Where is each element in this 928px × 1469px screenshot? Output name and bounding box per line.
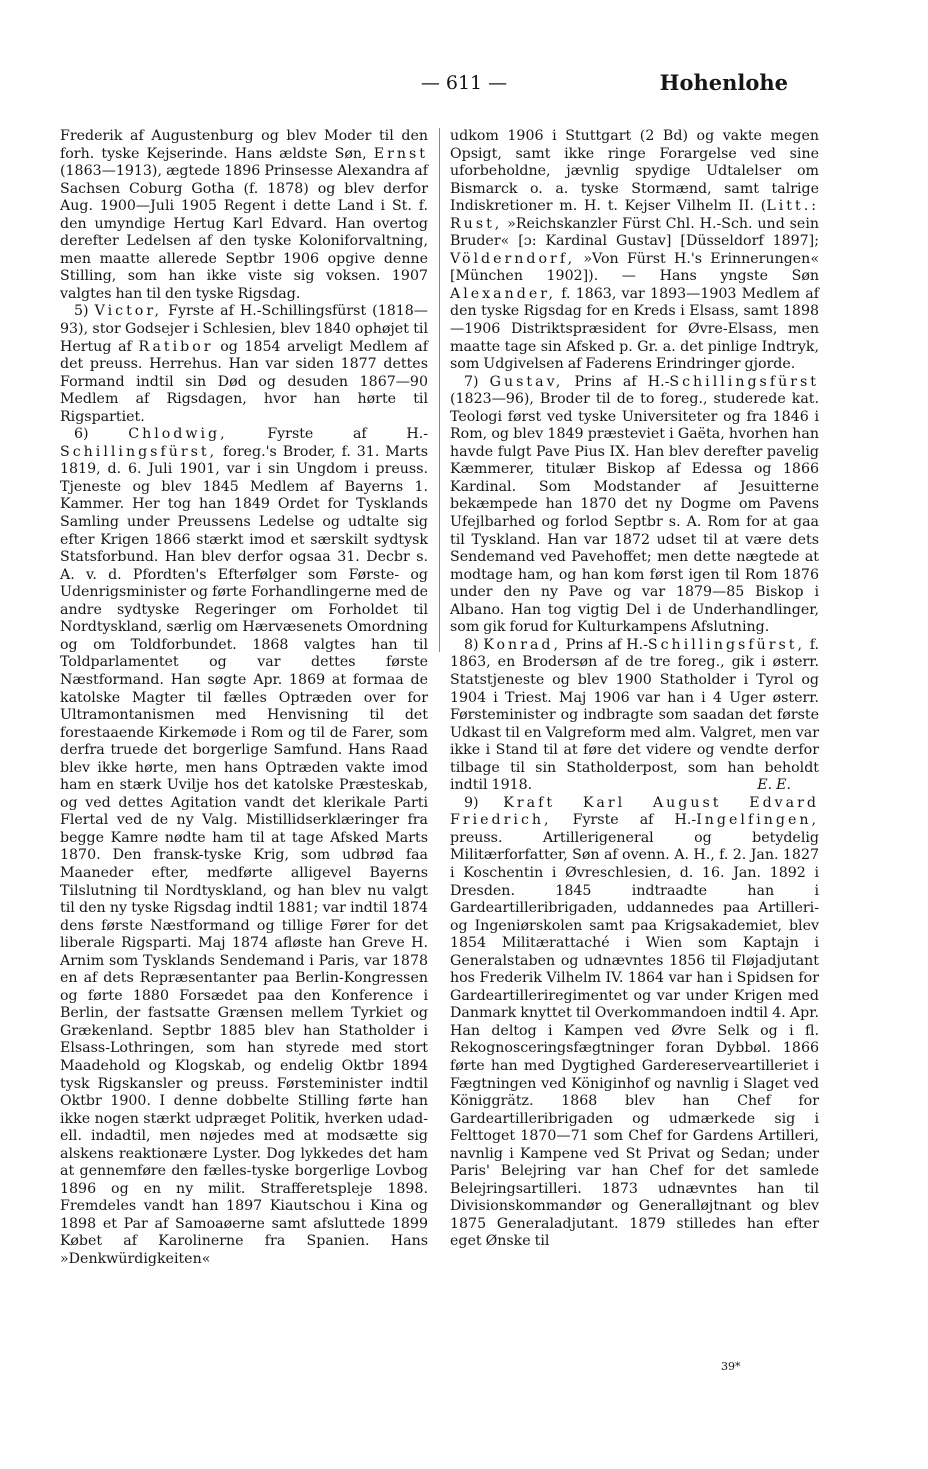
person-name: Ratibor <box>138 338 214 355</box>
person-name: Chlodwig, <box>128 426 228 443</box>
entry-paragraph: 8) Konrad, Prins af H.-Schillingsfürst, f. 1863, en Brodersøn af de tre foreg., gik i østerr. Statstjeneste og blev 1900 Statholder i Tyrol og 1904 i Triest. Maj 1906 var han i 4 Uger østerr. Førsteminister og indbragte som saadan det første Udkast til en Valgreform med alm. Valgret, men var ikke i Stand til at føre det videre og vendte derfor tilbage til sin Statholderpost, som han beholdt indtil 1918. <box>450 636 820 794</box>
person-name: Ingelfingen, <box>696 812 819 829</box>
left-column <box>60 128 428 1269</box>
entry-paragraph: 6) Chlodwig, Fyrste af H.-Schillingsfürst, foreg.'s Broder, f. 31. Marts 1819, d. 6. Juli 1901, var i sin Ungdom i preuss. Tjeneste og blev 1845 Medlem af Bayerns 1. Kammer. Her tog han 1849 Ordet for Tysklands Samling under Preussens Ledelse og udtalte sig efter Krigen 1866 stærkt imod et særskilt sydtysk Statsforbund. Han blev derfor ogsaa 31. Decbr s. A. v. d. Pfordten's Efterfølger som Første- og Udenrigsminister og førte Forhandlingerne med de andre sydtyske Regeringer om Forholdet til Nordtyskland, særlig om Hærvæsenets Omordning og om Toldforbundet. 1868 valgtes han til Toldparlamentet og var dettes første Næstformand. Han søgte Apr. 1869 at formaa de katolske Magter til fælles Optræden over for Ultramontanismen med Henvisning til det forestaaende Kirkemøde i Rom og til de Farer, som derfra truede det borgerlige Samfund. Hans Raad blev ikke hørte, men hans Optræden vakte imod ham en stærk Uvilje hos det katolske Præsteskab, og ved dettes Agitation vandt det klerikale Parti Flertal ved de ny Valg. Mistillidserklæringer fra begge Kamre nødte ham til at tage Afsked Marts 1870. Den fransk-tyske Krig, som udbrød faa Maaneder efter, medførte alligevel Bayerns Tilslutning til Nordtyskland, og han blev nu valgt til den ny tyske Rigsdag indtil 1881; var indtil 1874 dens første Næstformand og tillige Fører for det liberale Rigsparti. Maj 1874 afløste han Greve H. Arnim som Tysklands Sendemand i Paris, var 1878 en af dets Repræsentanter paa Berlin-Kongressen og førte 1880 Forsædet paa den Konference i Berlin, der fastsatte Grænsen mellem Tyrkiet og Grækenland. Septbr 1885 blev han Statholder i Elsass-Lothringen, som han styrede med stort Maadehold og Klogskab, og endelig Oktbr 1894 tysk Rigskansler og preuss. Førsteminister indtil Oktbr 1900. I denne dobbelte Stilling førte han ikke nogen stærkt udpræget Politik, hverken udad- ell. indadtil, men nøjedes med at modsætte sig alskens reaktionære Lyster. Dog lykkedes det ham at gennemføre den fælles-tyske borgerlige Lovbog 1896 og en ny milit. Strafferetspleje 1898. Fremdeles vandt han 1897 Kiautschou i Kina og 1898 et Par af Samoaøerne samt afsluttede 1899 Købet af Karolinerne fra Spanien. Hans »Denkwürdigkeiten« <box>60 426 429 1267</box>
entry-paragraph: 7) Gustav, Prins af H.-Schillingsfürst (1823—96), Broder til de to foreg., studerede kat. Teologi først ved tyske Universiteter og fra 1846 i Rom, og blev 1849 præsteviet i Gaëta, hvorhen han havde fulgt Pave Pius IX. Han blev derefter pavelig Kæmmerer, titulær Biskop af Edessa og 1866 Kardinal. Som Modstander af Jesuitterne bekæmpede han 1870 det ny Dogme om Pavens Ufejlbarhed og forlod Septbr s. A. Rom for at gaa til Tyskland. Han var 1872 udset til at være dets Sendemand ved Pavehoffet; men dette nægtede at modtage ham, og han kom først igen til Rom 1876 under den ny Pave og var 1879—85 Biskop i Albano. Han tog vigtig Del i de Underhandlinger, som gik forud for Kulturkampens Afslutning. <box>450 373 819 636</box>
person-name: Schillingsfürst <box>669 373 819 390</box>
entry-paragraph: 9) Kraft Karl August Edvard Friedrich, Fyrste af H.-Ingelfingen, preuss. Artillerigeneral og betydelig Militærforfatter, Søn af ovenn. A. H., f. 2. Jan. 1827 i Koschentin i Øvreschlesien, d. 16. Jan. 1892 i Dresden. 1845 indtraadte han i Gardeartilleribrigaden, uddannedes paa Artilleri- og Ingeniørskolen samt paa Krigsakademiet, blev 1854 Militærattaché i Wien som Kaptajn i Generalstaben og udnævntes 1856 til Fløjadjutant hos Frederik Vilhelm IV. 1864 var han i Spidsen for Gardeartilleriregimentet og var under Krigen med Danmark knyttet til Overkommandoen indtil 4. Apr. Han deltog i Kampen ved Øvre Selk og i fl. Rekognosceringsfægtninger foran Dybbøl. 1866 førte han med Dygtighed Gardereserveartilleriet i Fægtningen ved Königinhof og navnlig i Slaget ved Königgrätz. 1868 blev han Chef for Gardeartilleribrigaden og udmærkede sig i Felttoget 1870—71 som Chef for Gardens Artilleri, navnlig i Kampene ved St Privat og Sedan; under Paris' Belejring var han Chef for det samlede Belejringsartilleri. 1873 udnævntes han til Divisionskommandør og Generalløjtnant og blev 1875 Generaladjutant. 1879 stilledes han efter eget Ønske til <box>450 794 820 1250</box>
entry-paragraph: 5) Victor, Fyrste af H.-Schillingsfürst (1818—93), stor Godsejer i Schlesien, blev 1840 ophøjet til Hertug af Ratibor og 1854 arveligt Medlem af det preuss. Herrehus. Han var siden 1877 dettes Formand indtil sin Død og desuden 1867—90 Medlem af Rigsdagen, hvor han hørte til Rigspartiet. <box>60 303 428 425</box>
person-name: Schillingsfürst, <box>60 443 218 460</box>
person-name: Gustav, <box>489 373 564 390</box>
person-name: Victor, <box>94 303 163 320</box>
entry-paragraph: Frederik af Augustenburg og blev Moder til den forh. tyske Kejserinde. Hans ældste Søn, Ernst (1863—1913), ægtede 1896 Prinsesse Alexandra af Sachsen Coburg Gotha (f. 1878) og blev derfor Aug. 1900—Juli 1905 Regent i dette Land i St. f. den umyndige Hertug Karl Edvard. Han overtog derefter Ledelsen af den tyske Koloniforvaltning, men maatte allerede Septbr 1906 opgive denne Stilling, som han ikke viste sig voksen. 1907 valgtes han til den tyske Rigsdag. <box>60 128 428 302</box>
entry-paragraph: udkom 1906 i Stuttgart (2 Bd) og vakte megen Opsigt, samt ikke ringe Forargelse ved sine uforbeholdne, jævnlig spydige Udtalelser om Bismarck o. a. tyske Stormænd, samt talrige Indiskretioner m. H. t. Kejser Vilhelm II. (Litt.: Rust, »Reichskanzler Fürst Chl. H.-Sch. und sein Bruder« [ɔ: Kardinal Gustav] [Düsseldorf 1897]; Völderndorf, »Von Fürst H.'s Erinnerungen« [München 1902]). — Hans yngste Søn Alexander, f. 1863, var 1893—1903 Medlem af den tyske Rigsdag for en Kreds i Elsass, samt 1898—1906 Distriktspræsident for Øvre-Elsass, men maatte tage sin Afsked p. Gr. a. det pinlige Indtryk, som Udgivelsen af Faderens Erindringer gjorde. <box>450 128 819 373</box>
author-signature: E. E. <box>757 777 791 794</box>
person-name: Rust, <box>450 215 503 232</box>
person-name: Kraft Karl August Edvard Friedrich, <box>450 794 820 829</box>
person-name: Alexander, <box>450 285 556 302</box>
person-name: Völderndorf, <box>450 250 576 267</box>
signature-mark: 39* <box>721 1360 741 1373</box>
column-divider <box>439 128 440 652</box>
page-number: — 611 — <box>420 72 508 94</box>
person-name: Ernst <box>373 145 428 162</box>
person-name: Schillingsfürst, <box>647 636 806 653</box>
header-title: Hohenlohe <box>659 70 788 95</box>
person-name: Konrad, <box>483 636 562 653</box>
right-column <box>450 128 819 1251</box>
